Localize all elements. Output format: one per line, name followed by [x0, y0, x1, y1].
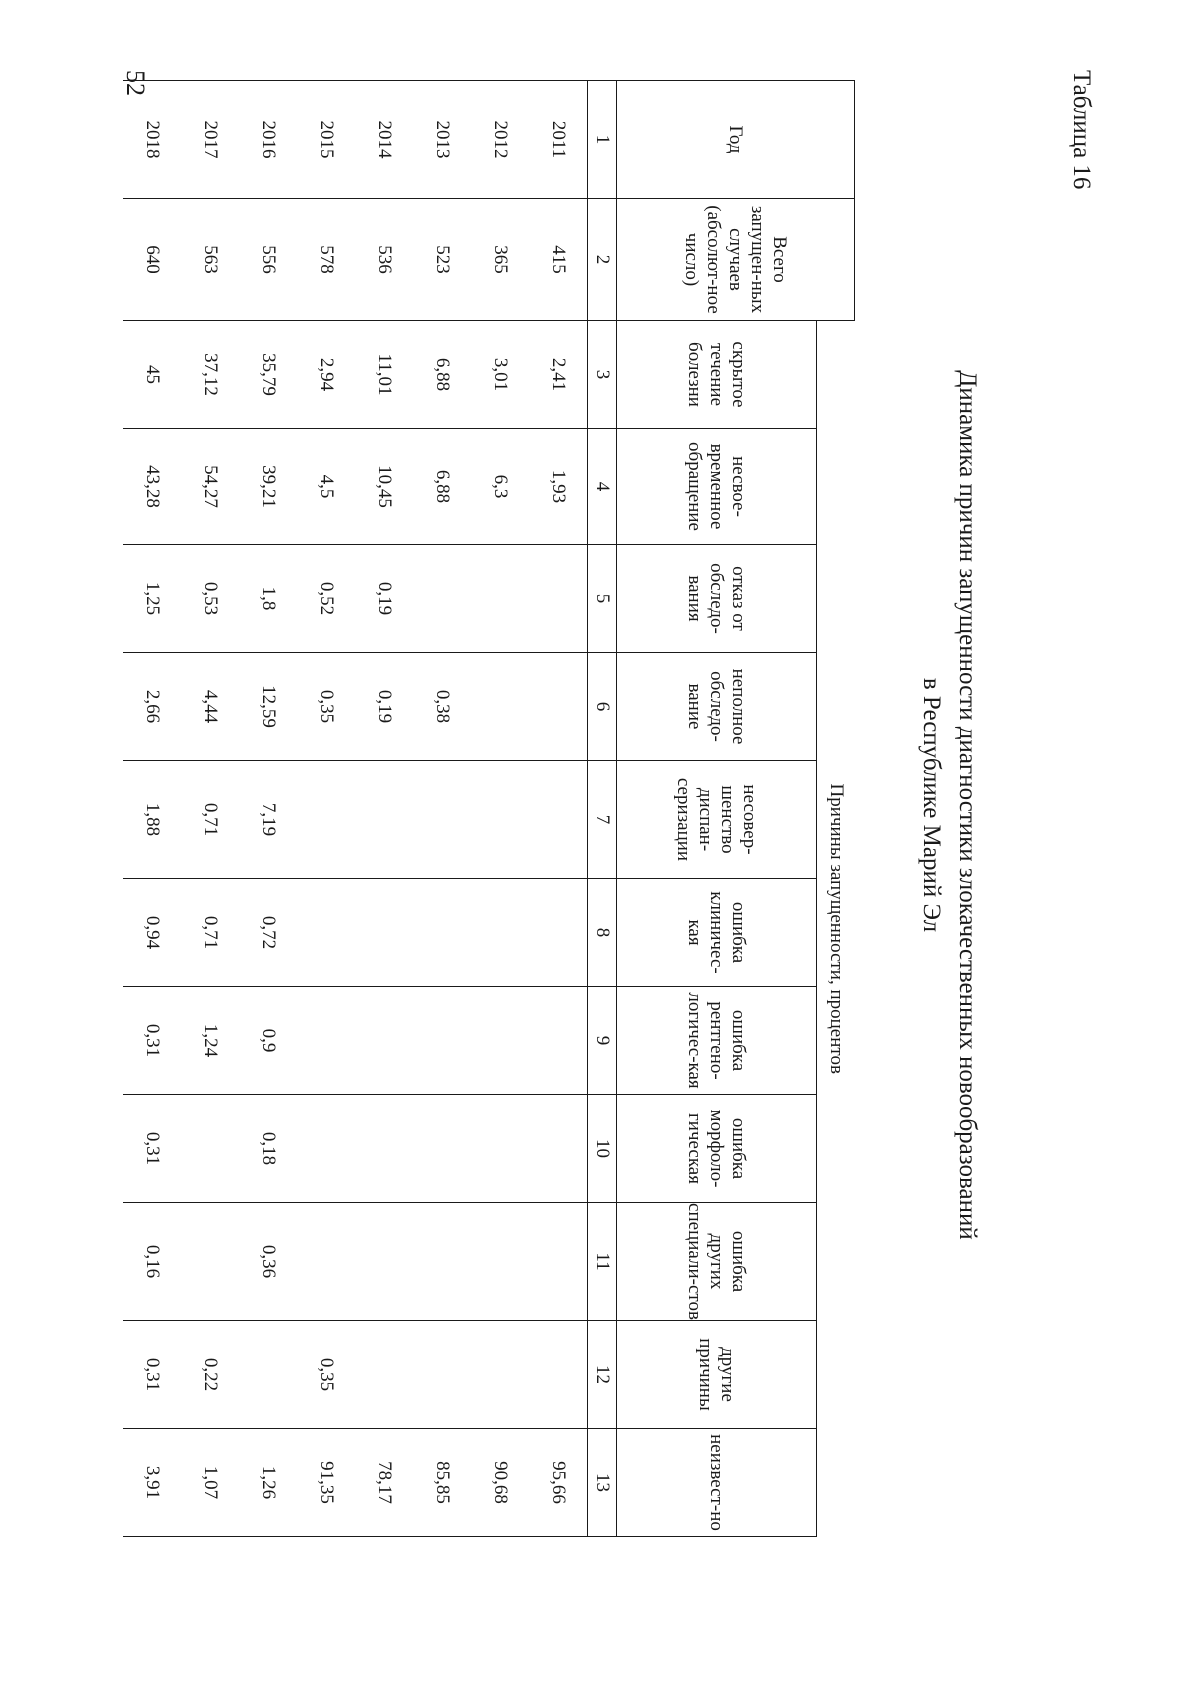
cell-value: [355, 879, 413, 987]
cell-value: [529, 1321, 588, 1429]
cell-value: [529, 879, 588, 987]
cell-value: 0,18: [239, 1095, 297, 1203]
cell-value: [471, 545, 529, 653]
cell-value: 0,38: [413, 653, 471, 761]
header-reason-8: ошибка клиничес-кая: [617, 879, 817, 987]
table-row: [239, 81, 297, 1537]
cell-value: 3,01: [471, 321, 529, 429]
header-reason-13: неизвест-но: [617, 1429, 817, 1537]
table-title: [913, 230, 985, 1380]
header-reason-11: ошибка других специали-стов: [617, 1203, 817, 1321]
column-number: 10: [588, 1095, 617, 1203]
table-row: [297, 81, 355, 1537]
cell-year: 2018: [123, 81, 181, 199]
cell-value: [529, 761, 588, 879]
cell-value: [297, 1203, 355, 1321]
column-number: 13: [588, 1429, 617, 1537]
cell-value: 2,41: [529, 321, 588, 429]
cell-value: 0,19: [355, 653, 413, 761]
page-number: 52: [121, 70, 150, 96]
cell-value: 35,79: [239, 321, 297, 429]
column-number: 4: [588, 429, 617, 545]
header-reason-10: ошибка морфоло-гическая: [617, 1095, 817, 1203]
cell-value: 43,28: [123, 429, 181, 545]
cell-value: [355, 761, 413, 879]
cell-value: 91,35: [297, 1429, 355, 1537]
table-row: [123, 81, 181, 1537]
title-line-2: в Республике Марий Эл: [918, 677, 945, 933]
table-row: [471, 81, 529, 1537]
header-reason-4: несвое-временное обращение: [617, 429, 817, 545]
cell-value: 0,35: [297, 653, 355, 761]
cell-value: [471, 879, 529, 987]
cell-value: [413, 545, 471, 653]
cell-value: 1,93: [529, 429, 588, 545]
cell-value: 6,88: [413, 429, 471, 545]
cell-value: 12,59: [239, 653, 297, 761]
cell-year: 2012: [471, 81, 529, 199]
cell-value: 1,26: [239, 1429, 297, 1537]
cell-value: [297, 1095, 355, 1203]
cell-value: [413, 1095, 471, 1203]
column-number: 2: [588, 199, 617, 321]
cell-value: 1,8: [239, 545, 297, 653]
cell-value: 0,19: [355, 545, 413, 653]
cell-value: [529, 987, 588, 1095]
cell-value: [471, 1203, 529, 1321]
cell-year: 2015: [297, 81, 355, 199]
column-number: 9: [588, 987, 617, 1095]
cell-value: [471, 987, 529, 1095]
cell-total: 365: [471, 199, 529, 321]
cell-value: 6,3: [471, 429, 529, 545]
cell-value: [529, 1095, 588, 1203]
cell-total: 556: [239, 199, 297, 321]
cell-value: [471, 761, 529, 879]
table-row: [413, 81, 471, 1537]
column-number: 7: [588, 761, 617, 879]
header-reason-5: отказ от обследо-вания: [617, 545, 817, 653]
cell-value: [239, 1321, 297, 1429]
cell-value: [297, 761, 355, 879]
cell-value: 0,71: [181, 761, 239, 879]
cell-value: 4,44: [181, 653, 239, 761]
cell-value: [529, 1203, 588, 1321]
cell-total: 536: [355, 199, 413, 321]
header-reason-7: несовер-шенство диспан-серизации: [617, 761, 817, 879]
cell-year: 2011: [529, 81, 588, 199]
cell-value: [297, 879, 355, 987]
header-total: Всего запущен-ных случаев (абсолют-ное число): [617, 199, 855, 321]
cell-value: 54,27: [181, 429, 239, 545]
cell-value: 1,25: [123, 545, 181, 653]
cell-value: 0,35: [297, 1321, 355, 1429]
cell-value: 39,21: [239, 429, 297, 545]
cell-value: 0,53: [181, 545, 239, 653]
cell-value: 6,88: [413, 321, 471, 429]
column-number: 8: [588, 879, 617, 987]
cell-value: [413, 987, 471, 1095]
column-number: 1: [588, 81, 617, 199]
cell-year: 2017: [181, 81, 239, 199]
cell-total: 578: [297, 199, 355, 321]
cell-value: 4,5: [297, 429, 355, 545]
cell-value: [529, 545, 588, 653]
table-label: Таблица 16: [1068, 70, 1095, 190]
cell-value: 0,31: [123, 1095, 181, 1203]
cell-value: 3,91: [123, 1429, 181, 1537]
cell-value: 1,24: [181, 987, 239, 1095]
cell-value: [413, 879, 471, 987]
cell-value: [471, 1095, 529, 1203]
header-reason-6: неполное обследо-вание: [617, 653, 817, 761]
cell-value: 2,66: [123, 653, 181, 761]
cell-value: [181, 1095, 239, 1203]
header-reason-12: другие причины: [617, 1321, 817, 1429]
cell-year: 2014: [355, 81, 413, 199]
data-table: [123, 80, 855, 1537]
cell-value: 0,22: [181, 1321, 239, 1429]
cell-value: [529, 653, 588, 761]
column-number: 3: [588, 321, 617, 429]
cell-value: 95,66: [529, 1429, 588, 1537]
cell-value: [355, 987, 413, 1095]
header-year: Год: [617, 81, 855, 199]
cell-value: 0,9: [239, 987, 297, 1095]
table-row: [181, 81, 239, 1537]
title-line-1: Динамика причин запущенности диагностики злокачественных новообразований: [954, 370, 981, 1240]
header-reason-3: скрытое течение болезни: [617, 321, 817, 429]
cell-value: 0,31: [123, 987, 181, 1095]
header-reasons-group: Причины запущенности, процентов: [817, 321, 855, 1537]
cell-value: 90,68: [471, 1429, 529, 1537]
column-number: 5: [588, 545, 617, 653]
cell-value: 1,07: [181, 1429, 239, 1537]
column-number: 6: [588, 653, 617, 761]
cell-year: 2013: [413, 81, 471, 199]
cell-value: 85,85: [413, 1429, 471, 1537]
cell-value: 7,19: [239, 761, 297, 879]
column-number: 12: [588, 1321, 617, 1429]
cell-value: [181, 1203, 239, 1321]
cell-value: 78,17: [355, 1429, 413, 1537]
header-reason-9: ошибка рентгено-логичес-кая: [617, 987, 817, 1095]
cell-value: [471, 1321, 529, 1429]
cell-value: 0,71: [181, 879, 239, 987]
table-row: [355, 81, 413, 1537]
cell-value: 0,72: [239, 879, 297, 987]
cell-value: [297, 987, 355, 1095]
cell-value: [355, 1321, 413, 1429]
cell-value: 10,45: [355, 429, 413, 545]
cell-value: 11,01: [355, 321, 413, 429]
cell-value: 37,12: [181, 321, 239, 429]
cell-total: 523: [413, 199, 471, 321]
cell-total: 640: [123, 199, 181, 321]
cell-value: [413, 761, 471, 879]
cell-value: [355, 1203, 413, 1321]
cell-value: [413, 1203, 471, 1321]
cell-year: 2016: [239, 81, 297, 199]
column-number: 11: [588, 1203, 617, 1321]
cell-value: [413, 1321, 471, 1429]
cell-value: 0,52: [297, 545, 355, 653]
table-row: [529, 81, 588, 1537]
cell-total: 415: [529, 199, 588, 321]
cell-value: 45: [123, 321, 181, 429]
cell-value: 0,31: [123, 1321, 181, 1429]
cell-value: [355, 1095, 413, 1203]
cell-value: 0,94: [123, 879, 181, 987]
cell-value: 2,94: [297, 321, 355, 429]
cell-value: 0,16: [123, 1203, 181, 1321]
cell-value: 0,36: [239, 1203, 297, 1321]
cell-value: [471, 653, 529, 761]
cell-total: 563: [181, 199, 239, 321]
cell-value: 1,88: [123, 761, 181, 879]
